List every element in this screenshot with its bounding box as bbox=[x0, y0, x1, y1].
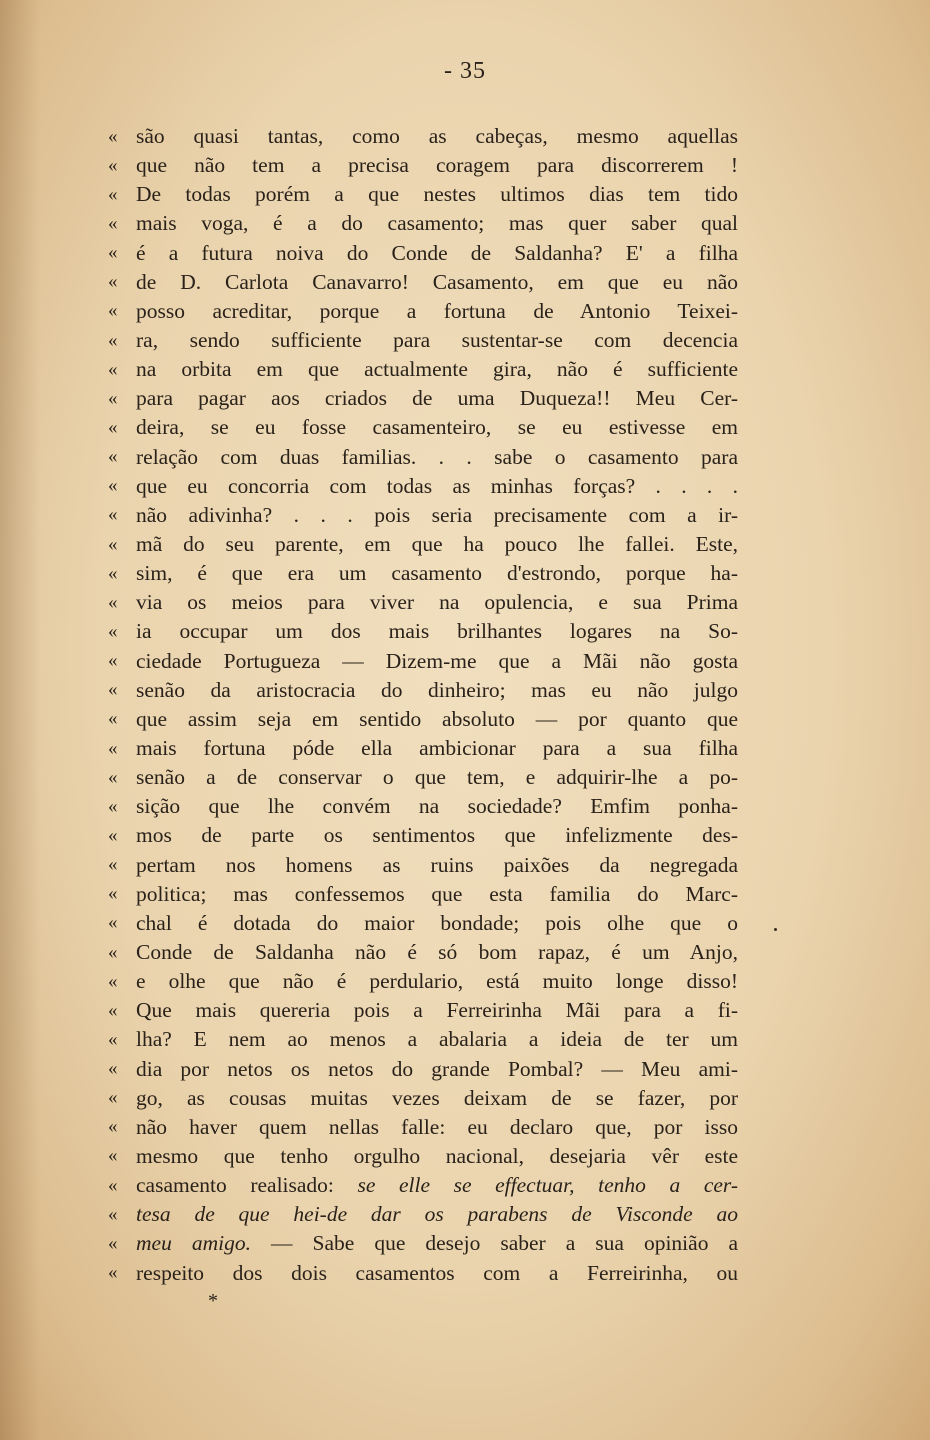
text-line bbox=[108, 413, 738, 442]
line-text bbox=[136, 1086, 738, 1111]
line-roman-text: politica; mas confessemos que esta familia do Marc- bbox=[136, 881, 738, 906]
text-line bbox=[108, 588, 738, 617]
quote-mark: « bbox=[108, 1232, 118, 1254]
quote-mark: « bbox=[108, 446, 118, 468]
quote-mark: « bbox=[108, 1087, 118, 1109]
line-roman-text: go, as cousas muitas vezes deixam de se fazer, por bbox=[136, 1085, 738, 1110]
quote-mark: « bbox=[108, 416, 118, 438]
line-text bbox=[136, 882, 738, 907]
line-roman-text: e olhe que não é perdulario, está muito longe disso! bbox=[136, 969, 738, 994]
line-roman-text: casamento realisado: bbox=[136, 1173, 334, 1198]
quote-mark: « bbox=[108, 183, 118, 205]
line-roman-text: — Sabe que desejo saber a sua opinião a bbox=[271, 1231, 738, 1256]
quote-mark: « bbox=[108, 475, 118, 497]
line-roman-text: respeito dos dois casamentos com a Ferreirinha, ou bbox=[136, 1260, 738, 1285]
line-roman-text: sição que lhe convém na sociedade? Emfim ponha- bbox=[136, 794, 738, 819]
quote-mark: « bbox=[108, 766, 118, 788]
line-text bbox=[136, 211, 738, 236]
line-text bbox=[136, 241, 738, 266]
line-roman-text: senão a de conservar o que tem, e adquirir-lhe a po- bbox=[136, 765, 738, 790]
quote-mark: « bbox=[108, 358, 118, 380]
text-line bbox=[108, 384, 738, 413]
line-text bbox=[136, 1027, 738, 1052]
line-roman-text: na orbita em que actualmente gira, não é sufficiente bbox=[136, 357, 738, 382]
line-roman-text: Que mais quereria pois a Ferreirinha Mãi para a fi- bbox=[136, 998, 738, 1023]
text-line bbox=[108, 1142, 738, 1171]
page-number: - 35 bbox=[444, 58, 486, 84]
line-text bbox=[136, 1261, 738, 1286]
text-line bbox=[108, 472, 738, 501]
text-line bbox=[108, 1171, 738, 1200]
text-line bbox=[108, 676, 738, 705]
line-text bbox=[136, 1115, 738, 1140]
line-text bbox=[136, 474, 738, 499]
text-line bbox=[108, 1200, 738, 1229]
text-line bbox=[108, 734, 738, 763]
text-line bbox=[108, 297, 738, 326]
quote-mark: « bbox=[108, 650, 118, 672]
text-line bbox=[108, 909, 738, 938]
page-fold-shadow bbox=[0, 0, 40, 1440]
line-roman-text: via os meios para viver na opulencia, e sua Prima bbox=[136, 590, 738, 615]
line-roman-text: dia por netos os netos do grande Pombal? — Meu ami- bbox=[136, 1056, 738, 1081]
quote-mark: « bbox=[108, 242, 118, 264]
line-text bbox=[136, 940, 738, 965]
quote-mark: « bbox=[108, 533, 118, 555]
quote-mark: « bbox=[108, 125, 118, 147]
text-line bbox=[108, 1084, 738, 1113]
text-line bbox=[108, 151, 738, 180]
line-text bbox=[136, 415, 738, 440]
line-text bbox=[136, 619, 738, 644]
line-text bbox=[136, 1057, 738, 1082]
line-italic-text: meu amigo. bbox=[136, 1231, 251, 1256]
line-roman-text: que não tem a precisa coragem para discorrerem ! bbox=[136, 153, 738, 178]
line-roman-text: chal é dotada do maior bondade; pois olhe que o bbox=[136, 910, 738, 935]
quote-mark: « bbox=[108, 824, 118, 846]
text-line bbox=[108, 647, 738, 676]
text-line bbox=[108, 938, 738, 967]
quote-mark: « bbox=[108, 154, 118, 176]
line-text bbox=[136, 270, 738, 295]
line-roman-text: são quasi tantas, como as cabeças, mesmo aquellas bbox=[136, 124, 738, 149]
quote-mark: « bbox=[108, 271, 118, 293]
quote-mark: « bbox=[108, 620, 118, 642]
quote-mark: « bbox=[108, 212, 118, 234]
line-italic-text: tesa de que hei-de dar os parabens de Visconde ao bbox=[136, 1202, 738, 1227]
line-text bbox=[136, 386, 738, 411]
line-text bbox=[136, 794, 738, 819]
text-line bbox=[108, 1229, 738, 1258]
text-line bbox=[108, 705, 738, 734]
line-text bbox=[136, 853, 738, 878]
quote-mark: « bbox=[108, 1203, 118, 1225]
line-text bbox=[136, 765, 738, 790]
line-roman-text: não adivinha? . . . pois seria precisamente com a ir- bbox=[136, 502, 738, 527]
line-text bbox=[136, 911, 738, 936]
quote-mark: « bbox=[108, 387, 118, 409]
quote-mark: « bbox=[108, 679, 118, 701]
quote-mark: « bbox=[108, 795, 118, 817]
line-roman-text: ia occupar um dos mais brilhantes logares na So- bbox=[136, 619, 738, 644]
text-line bbox=[108, 1113, 738, 1142]
text-line bbox=[108, 821, 738, 850]
line-text bbox=[136, 736, 738, 761]
line-text bbox=[136, 153, 738, 178]
text-line bbox=[108, 530, 738, 559]
line-text bbox=[136, 649, 738, 674]
quote-mark: « bbox=[108, 562, 118, 584]
line-roman-text: mais fortuna póde ella ambicionar para a sua filha bbox=[136, 736, 738, 761]
text-line bbox=[108, 268, 738, 297]
quote-mark: « bbox=[108, 1028, 118, 1050]
line-roman-text: não haver quem nellas falle: eu declaro que, por isso bbox=[136, 1114, 738, 1139]
quote-mark: « bbox=[108, 1058, 118, 1080]
text-line bbox=[108, 851, 738, 880]
line-text bbox=[136, 445, 738, 470]
quote-mark: « bbox=[108, 1145, 118, 1167]
text-line bbox=[108, 326, 738, 355]
ink-speck bbox=[774, 928, 777, 931]
line-text bbox=[136, 182, 738, 207]
text-line bbox=[108, 1025, 738, 1054]
line-text bbox=[136, 357, 738, 382]
text-line bbox=[108, 559, 738, 588]
line-roman-text: pertam nos homens as ruins paixões da negregada bbox=[136, 852, 738, 877]
line-roman-text: é a futura noiva do Conde de Saldanha? E' a filha bbox=[136, 240, 738, 265]
line-roman-text: relação com duas familias. . . sabe o casamento para bbox=[136, 444, 738, 469]
text-line bbox=[108, 1258, 738, 1287]
text-line bbox=[108, 501, 738, 530]
line-roman-text: mã do seu parente, em que ha pouco lhe fallei. Este, bbox=[136, 532, 738, 557]
line-text bbox=[136, 969, 738, 994]
signature-mark: * bbox=[208, 1290, 218, 1312]
line-roman-text: senão da aristocracia do dinheiro; mas eu não julgo bbox=[136, 677, 738, 702]
text-line bbox=[108, 355, 738, 384]
line-text bbox=[136, 1231, 738, 1256]
quote-mark: « bbox=[108, 504, 118, 526]
quote-mark: « bbox=[108, 970, 118, 992]
line-text bbox=[136, 532, 738, 557]
text-line bbox=[108, 792, 738, 821]
line-text bbox=[136, 998, 738, 1023]
quote-mark: « bbox=[108, 708, 118, 730]
text-line bbox=[108, 996, 738, 1025]
line-roman-text: que eu concorria com todas as minhas forças? . . . . bbox=[136, 473, 738, 498]
line-roman-text: sim, é que era um casamento d'estrondo, porque ha- bbox=[136, 561, 738, 586]
line-text bbox=[136, 1144, 738, 1169]
line-roman-text: para pagar aos criados de uma Duqueza!! Meu Cer- bbox=[136, 386, 738, 411]
line-text bbox=[136, 678, 738, 703]
line-roman-text: deira, se eu fosse casamenteiro, se eu estivesse em bbox=[136, 415, 738, 440]
text-line bbox=[108, 209, 738, 238]
line-italic-text: se elle se effectuar, tenho a cer- bbox=[357, 1173, 738, 1198]
line-roman-text: lha? E nem ao menos a abalaria a ideia de ter um bbox=[136, 1027, 738, 1052]
quote-mark: « bbox=[108, 300, 118, 322]
quote-mark: « bbox=[108, 591, 118, 613]
line-text bbox=[136, 328, 738, 353]
body-text bbox=[108, 122, 738, 1288]
line-text bbox=[136, 823, 738, 848]
line-roman-text: mesmo que tenho orgulho nacional, desejaria vêr este bbox=[136, 1143, 738, 1168]
line-text bbox=[136, 503, 738, 528]
text-line bbox=[108, 180, 738, 209]
line-text bbox=[136, 1173, 738, 1198]
line-text bbox=[136, 124, 738, 149]
quote-mark: « bbox=[108, 912, 118, 934]
text-line bbox=[108, 880, 738, 909]
line-roman-text: mos de parte os sentimentos que infelizmente des- bbox=[136, 823, 738, 848]
text-line bbox=[108, 443, 738, 472]
line-text bbox=[136, 707, 738, 732]
quote-mark: « bbox=[108, 883, 118, 905]
line-roman-text: posso acreditar, porque a fortuna de Antonio Teixei- bbox=[136, 298, 738, 323]
line-roman-text: de D. Carlota Canavarro! Casamento, em que eu não bbox=[136, 269, 738, 294]
line-roman-text: mais voga, é a do casamento; mas quer saber qual bbox=[136, 211, 738, 236]
line-text bbox=[136, 590, 738, 615]
quote-mark: « bbox=[108, 941, 118, 963]
line-text bbox=[136, 561, 738, 586]
text-line bbox=[108, 617, 738, 646]
line-text bbox=[136, 1202, 738, 1227]
quote-mark: « bbox=[108, 1116, 118, 1138]
text-line bbox=[108, 967, 738, 996]
line-roman-text: ra, sendo sufficiente para sustentar-se com decencia bbox=[136, 328, 738, 353]
text-line bbox=[108, 122, 738, 151]
quote-mark: « bbox=[108, 999, 118, 1021]
line-roman-text: Conde de Saldanha não é só bom rapaz, é um Anjo, bbox=[136, 940, 738, 964]
line-roman-text: ciedade Portugueza — Dizem-me que a Mãi não gosta bbox=[136, 648, 738, 673]
line-roman-text: De todas porém a que nestes ultimos dias tem tido bbox=[136, 182, 738, 207]
quote-mark: « bbox=[108, 737, 118, 759]
line-text bbox=[136, 299, 738, 324]
quote-mark: « bbox=[108, 854, 118, 876]
quote-mark: « bbox=[108, 1262, 118, 1284]
quote-mark: « bbox=[108, 1174, 118, 1196]
line-roman-text: que assim seja em sentido absoluto — por quanto que bbox=[136, 706, 738, 731]
text-line bbox=[108, 763, 738, 792]
text-line bbox=[108, 239, 738, 268]
text-line bbox=[108, 1055, 738, 1084]
quote-mark: « bbox=[108, 329, 118, 351]
